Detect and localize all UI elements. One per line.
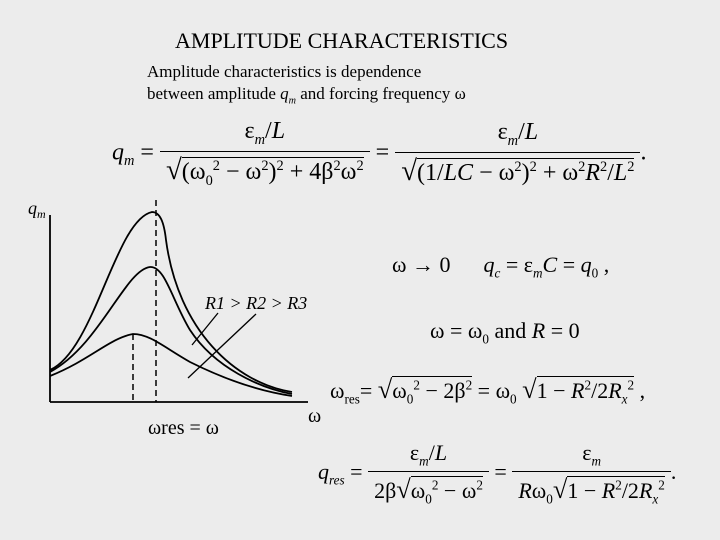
intro-var: q <box>280 84 289 103</box>
intro-line-1: Amplitude characteristics is dependence <box>147 62 422 81</box>
pointer-line-1 <box>192 313 218 345</box>
intro-var-sub: m <box>288 95 296 107</box>
pointer-line-2 <box>188 314 256 378</box>
intro-line-2a: between amplitude <box>147 84 281 103</box>
x-axis-label: ω <box>308 405 322 427</box>
curve-r2 <box>50 267 292 394</box>
page-title: AMPLITUDE CHARACTERISTICS <box>175 28 509 53</box>
y-axis-label: $q_m$ <box>28 198 46 221</box>
curve-r1 <box>50 334 292 396</box>
curve-label: R1 > R2 > R3 <box>205 293 308 313</box>
omega-res-equation: $\omega_{res}= √\omega_0^2 - 2\beta^2 = \omega_0$ $√1 - R^2/2R_x^2$ , <box>330 374 646 407</box>
intro-line-2b: and forcing frequency ω <box>295 84 466 103</box>
qm-equation: $q_m$ = $\frac{\varepsilon_m/L}{√(\omega_0^2 - \omega^2)^2 + 4\beta^2\omega^2}$ = $\frac{\varepsilon_m/L}{√(1/LC - \omega^2)^2 + \omega^2R^2/L^2}$ . <box>112 118 647 189</box>
q-res-equation: $q_{res}$ = $\frac{\varepsilon_m/L}{2\beta√\omega_0^2 - \omega^2}$ = $\frac{\varepsilon_m}{R\omega_0√1 - R^2/2R_x^2}$ . <box>318 440 677 507</box>
resonance-condition: $\omega = \omega_0$ and R = 0 <box>430 318 580 347</box>
bottom-label: ωres = ω <box>148 417 219 439</box>
limit-equation: ω → 0 $q_c = \varepsilon_mC = q_0$ , <box>392 252 610 281</box>
